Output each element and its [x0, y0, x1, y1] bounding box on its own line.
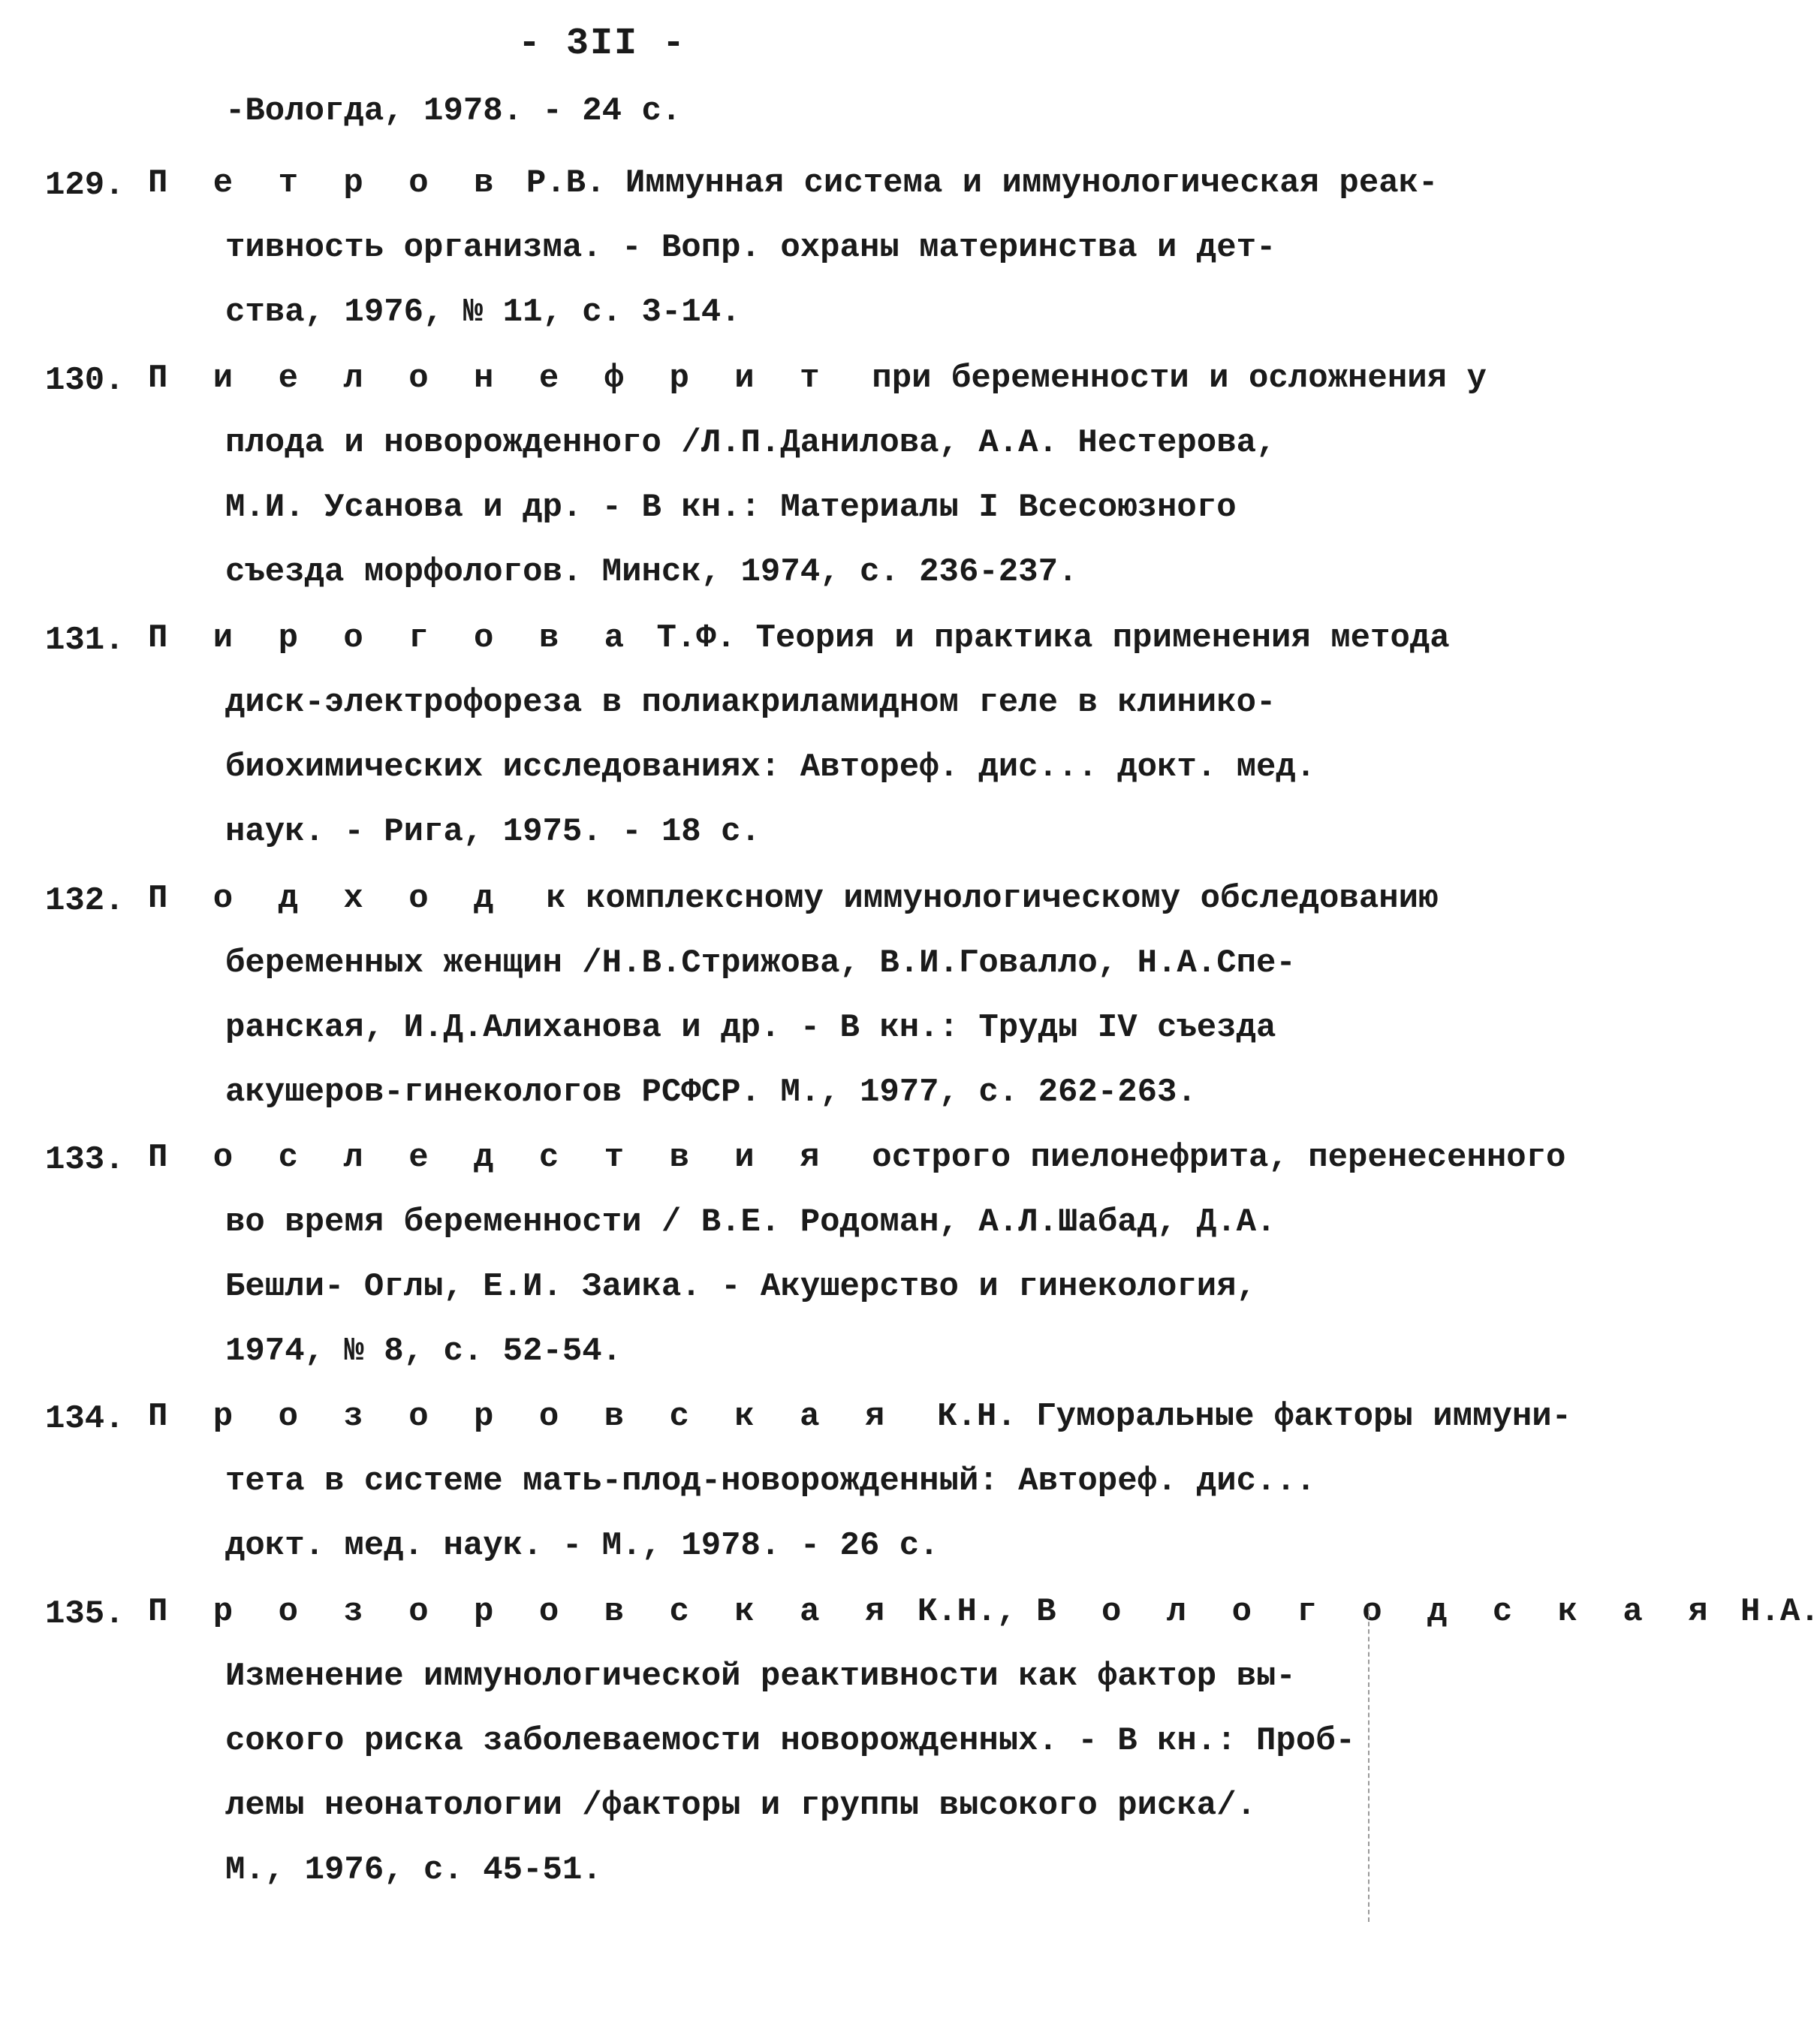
- entry-line: беременных женщин /Н.В.Стрижова, В.И.Говалло, Н.А.Спе-: [225, 944, 1296, 982]
- entry-line: М.И. Усанова и др. - В кн.: Материалы I Всесоюзного: [225, 489, 1237, 526]
- entry-text: Т.Ф. Теория и практика применения метода: [637, 619, 1450, 657]
- entry-line: биохимических исследованиях: Автореф. дис... докт. мед.: [225, 748, 1316, 786]
- entry-first-line: [148, 1141, 1565, 1174]
- entry-line: тета в системе мать-плод-новорожденный: Автореф. дис...: [225, 1462, 1316, 1500]
- entry-number: 131.: [45, 622, 125, 659]
- entry-line: плода и новорожденного /Л.П.Данилова, А.А. Нестерова,: [225, 424, 1276, 462]
- entry-author: П р о з о р о в с к а я: [148, 1398, 898, 1435]
- entry-line: наук. - Рига, 1975. - 18 с.: [225, 813, 761, 851]
- entry-coauthor: В о л о г о д с к а я: [1036, 1593, 1721, 1631]
- entry-text: острого пиелонефрита, перенесенного: [832, 1139, 1566, 1176]
- entry-first-line: [148, 164, 1439, 202]
- entry-author: П о д х о д: [148, 880, 507, 917]
- entry-author: П о с л е д с т в и я: [148, 1139, 833, 1176]
- entry-text: к комплексному иммунологическому обследованию: [506, 880, 1439, 917]
- margin-rule: [1368, 1607, 1370, 1922]
- entry-coauthor-initials: Н.А.: [1720, 1593, 1820, 1631]
- entry-line: ранская, И.Д.Алиханова и др. - В кн.: Труды IV съезда: [225, 1009, 1276, 1047]
- entry-line: лемы неонатологии /факторы и группы высокого риска/.: [225, 1787, 1257, 1824]
- entry-line: 1974, № 8, с. 52-54.: [225, 1333, 622, 1370]
- entry-line: во время беременности / В.Е. Родоман, А.Л.Шабад, Д.А.: [225, 1203, 1276, 1241]
- entry-number: 134.: [45, 1400, 125, 1438]
- entry-author: П е т р о в: [148, 164, 507, 202]
- entry-line: сокого риска заболеваемости новорожденных. - В кн.: Проб-: [225, 1722, 1356, 1760]
- entry-number: 132.: [45, 882, 125, 920]
- entry-first-line: [148, 1400, 1571, 1433]
- entry-first-line: [148, 619, 1450, 657]
- entry-number: 135.: [45, 1595, 125, 1633]
- entry-line: докт. мед. наук. - М., 1978. - 26 с.: [225, 1527, 939, 1565]
- entry-line: акушеров-гинекологов РСФСР. М., 1977, с. 262-263.: [225, 1074, 1197, 1111]
- entry-first-line: [148, 1593, 1820, 1631]
- entry-line: тивность организма. - Вопр. охраны материнства и дет-: [225, 229, 1276, 267]
- entry-first-line: [148, 882, 1438, 915]
- entry-author: П р о з о р о в с к а я: [148, 1593, 898, 1631]
- entry-line: съезда морфологов. Минск, 1974, с. 236-237.: [225, 553, 1078, 591]
- entry-number: 130.: [45, 362, 125, 399]
- entry-line: диск-электрофореза в полиакриламидном геле в клинико-: [225, 684, 1276, 721]
- entry-number: 133.: [45, 1141, 125, 1179]
- entry-line: Бешли- Оглы, Е.И. Заика. - Акушерство и гинекология,: [225, 1268, 1257, 1306]
- entry-first-line: [148, 362, 1487, 395]
- entry-text: К.Н.,: [897, 1593, 1037, 1631]
- entry-line: Изменение иммунологической реактивности как фактор вы-: [225, 1658, 1296, 1695]
- entry-text: Р.В. Иммунная система и иммунологическая реак-: [506, 164, 1439, 202]
- entry-line: ства, 1976, № 11, с. 3-14.: [225, 294, 741, 331]
- entry-line: М., 1976, с. 45-51.: [225, 1851, 602, 1889]
- entry-author: П и е л о н е ф р и т: [148, 360, 833, 397]
- page-number: - 3II -: [518, 23, 687, 65]
- entry-text: при беременности и осложнения у: [832, 360, 1487, 397]
- entry-number: 129.: [45, 167, 125, 204]
- entry-author: П и р о г о в а: [148, 619, 637, 657]
- continuation-line: -Вологда, 1978. - 24 с.: [225, 92, 682, 130]
- entry-text: К.Н. Гуморальные факторы иммуни-: [897, 1398, 1572, 1435]
